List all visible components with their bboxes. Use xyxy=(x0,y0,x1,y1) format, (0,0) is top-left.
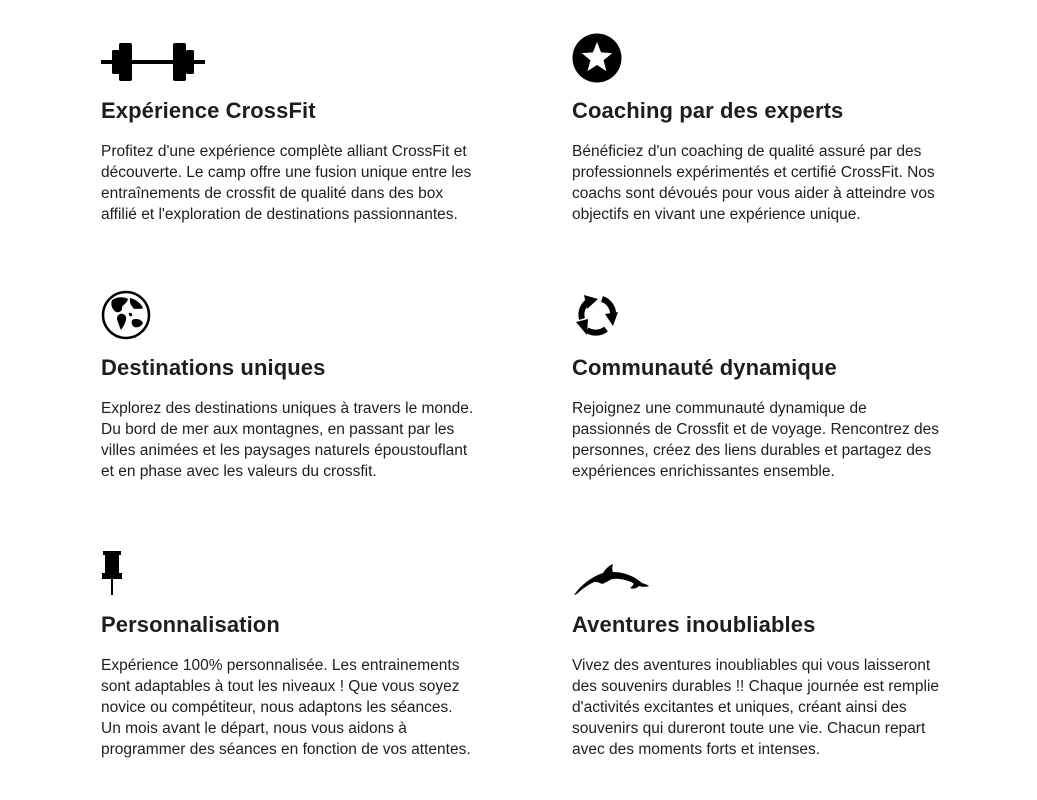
feature-destinations xyxy=(101,280,496,482)
feature-title: Personnalisation xyxy=(101,612,280,637)
feature-description: Explorez des destinations uniques à travers le monde. Du bord de mer aux montagnes, en passant par les villes animées et les paysages naturels époustouflant et en phase avec les valeurs du crossfit. xyxy=(101,400,474,480)
feature-personalisation xyxy=(101,537,496,760)
recycle-arrows-icon xyxy=(572,280,967,340)
pushpin-icon xyxy=(101,537,496,597)
feature-description: Rejoignez une communauté dynamique de passionnés de Crossfit et de voyage. Rencontrez des personnes, créez des liens durables et partagez des expériences enrichissantes ensemble. xyxy=(572,400,940,480)
feature-description: Profitez d'une expérience complète alliant CrossFit et découverte. Le camp offre une fusion unique entre les entraînements de crossfit de qualité dans des box affilié et l'exploration de destinations passionnantes. xyxy=(101,143,472,223)
feature-title: Aventures inoubliables xyxy=(572,612,816,637)
globe-icon xyxy=(101,280,496,340)
feature-title: Coaching par des experts xyxy=(572,98,844,123)
feature-crossfit xyxy=(101,23,496,225)
dolphin-icon xyxy=(572,537,967,597)
barbell-icon xyxy=(101,23,496,83)
feature-title: Expérience CrossFit xyxy=(101,98,316,123)
feature-description: Expérience 100% personnalisée. Les entrainements sont adaptables à tout les niveaux ! Que vous soyez novice ou compétiteur, nous adaptons les séances. Un mois avant le départ, nous vous aidons à programmer des séances en fonction de vos attentes. xyxy=(101,657,471,758)
feature-adventures xyxy=(572,537,967,760)
feature-community xyxy=(572,280,967,482)
feature-title: Communauté dynamique xyxy=(572,355,837,380)
feature-coaching xyxy=(572,23,967,225)
feature-description: Bénéficiez d'un coaching de qualité assuré par des professionnels expérimentés et certifié CrossFit. Nos coachs sont dévoués pour vous aider à atteindre vos objectifs en vivant une expérience unique. xyxy=(572,143,935,223)
star-icon xyxy=(572,23,967,83)
feature-description: Vivez des aventures inoubliables qui vous laisseront des souvenirs durables !! Chaque journée est remplie d'activités excitantes et uniques, créant ainsi des souvenirs qui dureront toute une vie. Chacun repart avec des moments forts et intenses. xyxy=(572,657,940,758)
feature-title: Destinations uniques xyxy=(101,355,326,380)
